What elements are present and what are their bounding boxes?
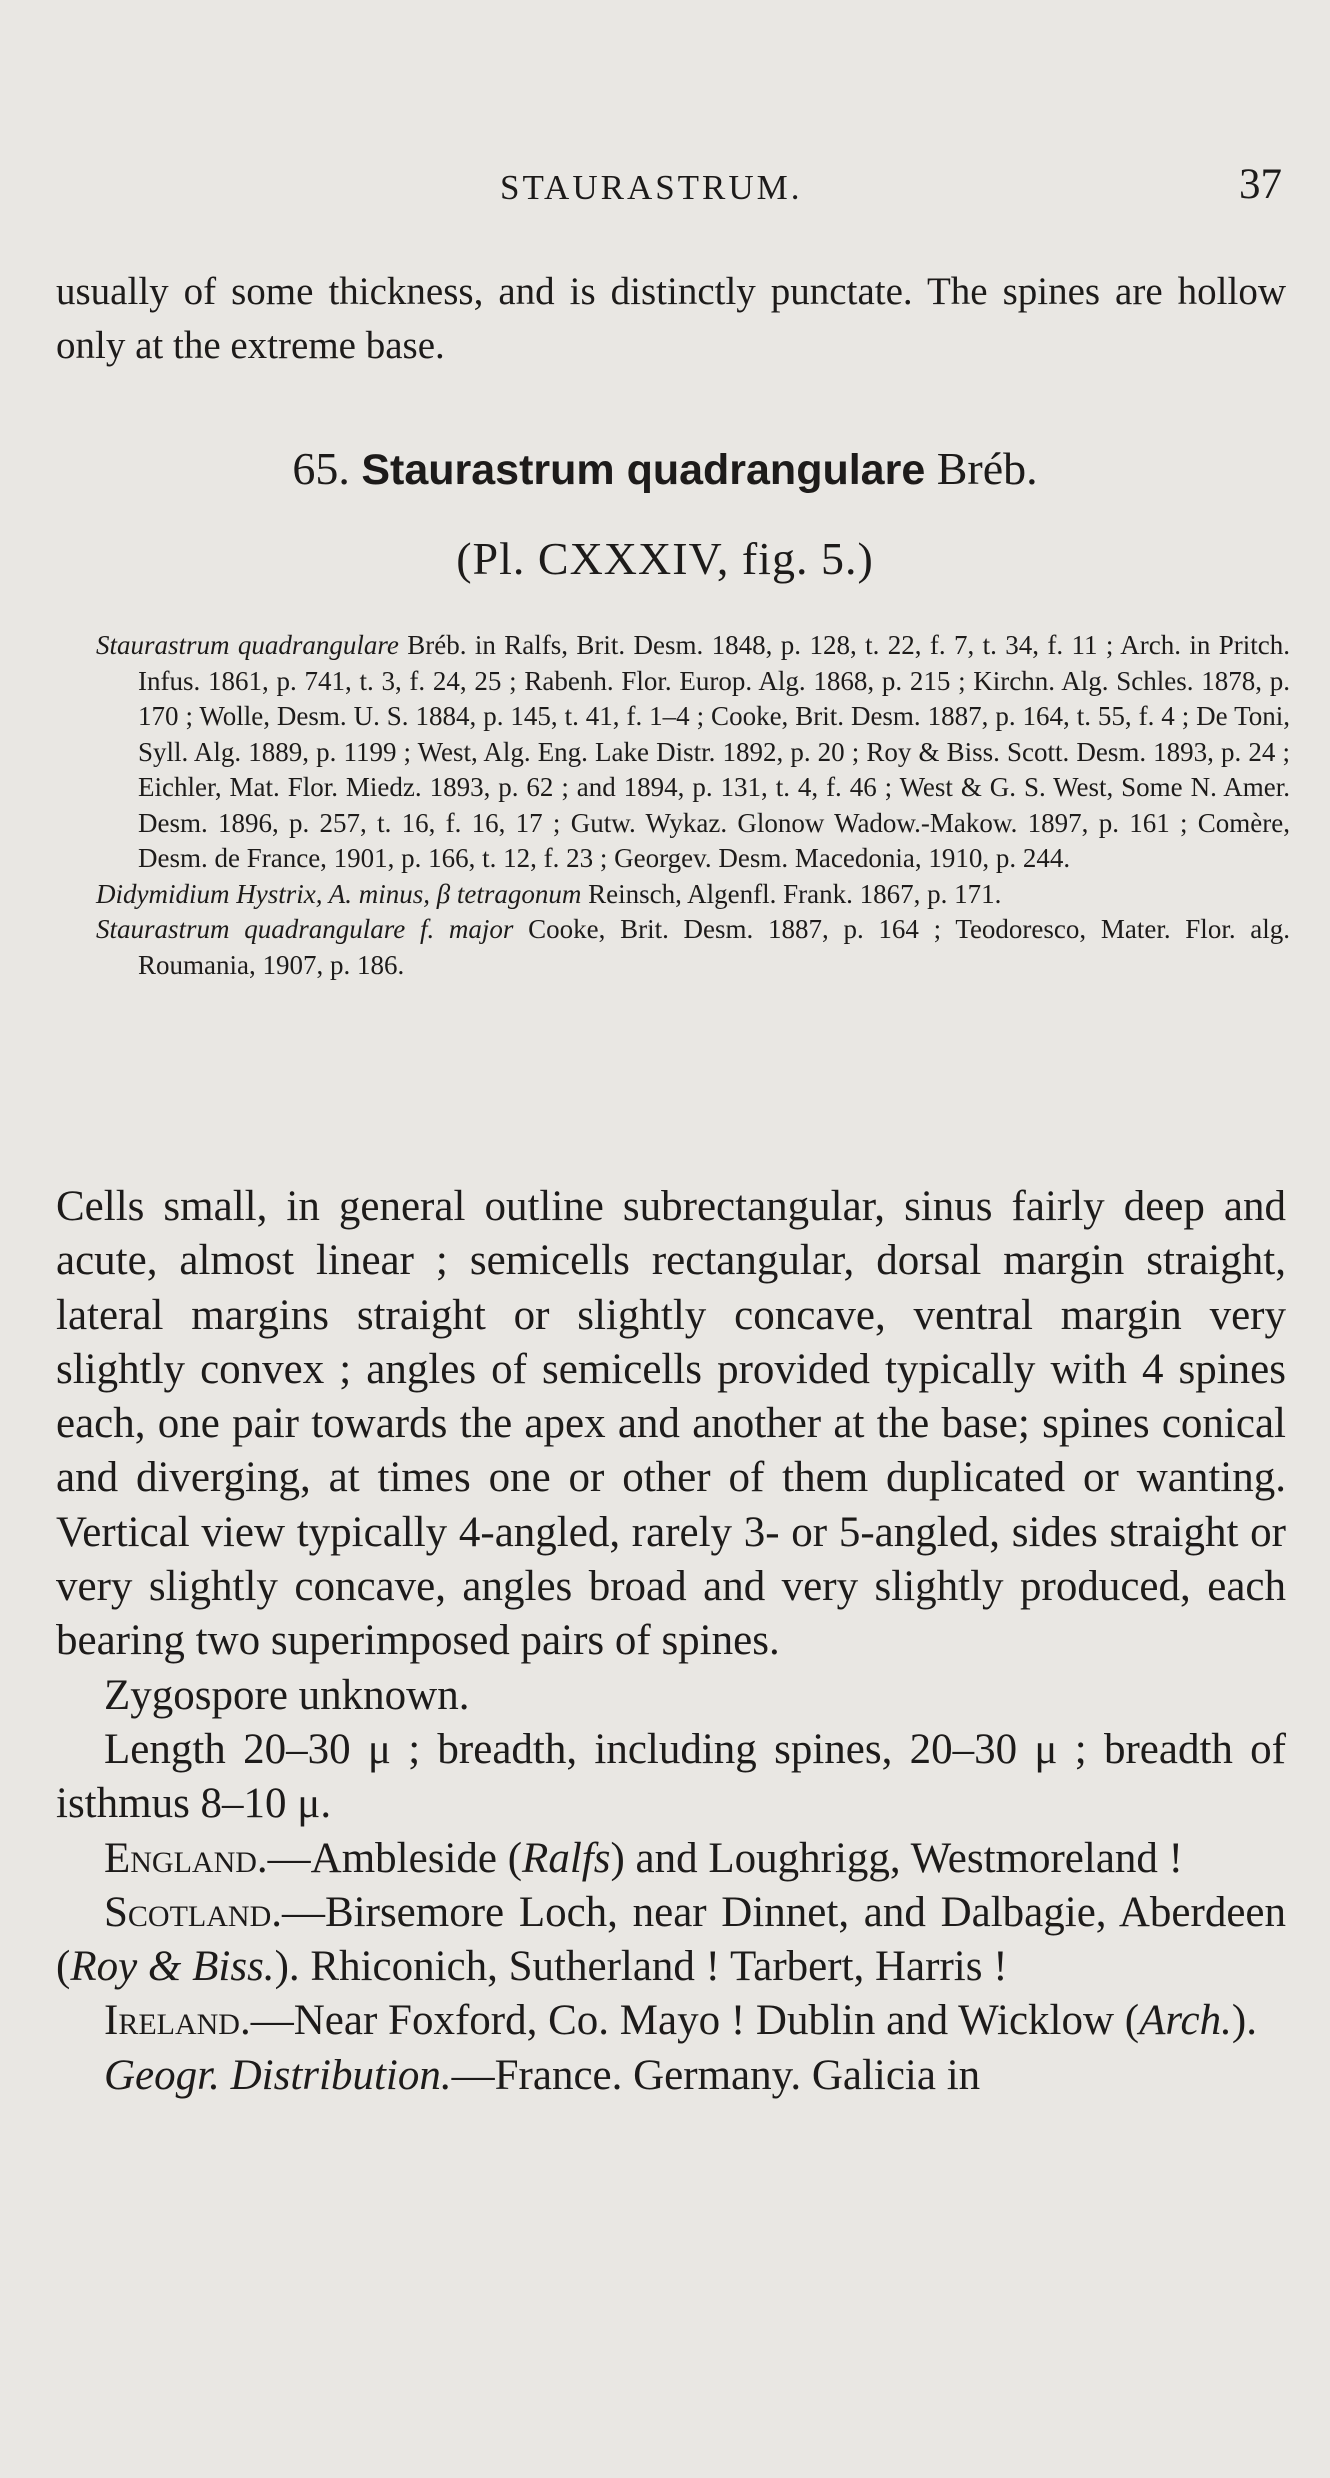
continued-paragraph	[56, 265, 1286, 373]
collector-name: Roy & Biss.	[70, 1943, 275, 1991]
zygospore-note: Zygospore unknown.	[104, 1671, 470, 1719]
reference-citation: Bréb. in Ralfs, Brit. Desm. 1848, p. 128, t. 22, f. 7, t. 34, f. 11 ; Arch. in Pritch. Infus. 1861, p. 741, t. 3, f. 24, 25 ; Rabenh. Flor. Europ. Alg. 1868, p. 215 ; Kirchn. Alg. Schles. 1878, p. 170 ; Wolle, Desm. U. S. 1884, p. 145, t. 41, f. 1–4 ; Cooke, Brit. Desm. 1887, p. 164, t. 55, f. 4 ; De Toni, Syll. Alg. 1889, p. 1199 ; West, Alg. Eng. Lake Distr. 1892, p. 20 ; Roy & Biss. Scott. Desm. 1893, p. 24 ; Eichler, Mat. Flor. Miedz. 1893, p. 62 ; and 1894, p. 131, t. 4, f. 46 ; West & G. S. West, Some N. Amer. Desm. 1896, p. 257, t. 16, f. 16, 17 ; Gutw. Wykaz. Glonow Wadow.-Makow. 1897, p. 161 ; Comère, Desm. de France, 1901, p. 166, t. 12, f. 23 ; Georgev. Desm. Macedonia, 1910, p. 244.	[138, 630, 1290, 873]
synonymy-references	[96, 628, 1290, 983]
locality-ireland: Ireland.—Near Foxford, Co. Mayo ! Dublin and Wicklow (Arch.).	[104, 1997, 1257, 2045]
intro-text: usually of some thickness, and is distinctly punctate. The spines are hollow only at the extreme base.	[56, 270, 1286, 367]
distribution-text: —France. Germany. Galicia in	[451, 2051, 981, 2099]
collector-name: Ralfs	[522, 1834, 611, 1882]
locality-region: Ireland	[104, 1997, 240, 2045]
reference-taxon: Staurastrum quadrangulare f. major	[96, 914, 514, 944]
reference-entry	[96, 628, 1290, 877]
reference-entry	[96, 912, 1290, 983]
geographic-distribution	[56, 2049, 1286, 2103]
locality-england: England.—Ambleside (Ralfs) and Loughrigg, Westmoreland !	[104, 1834, 1183, 1882]
species-heading	[0, 442, 1330, 495]
species-author: Bréb.	[936, 443, 1038, 494]
species-name: Staurastrum quadrangulare	[361, 446, 926, 494]
locality-scotland: Scotland.—Birsemore Loch, near Dinnet, and Dalbagie, Aberdeen (Roy & Biss.). Rhiconich, Sutherland ! Tarbert, Harris !	[56, 1888, 1286, 1991]
reference-taxon: Didymidium Hystrix, A. minus, β tetragonum	[96, 878, 582, 909]
species-description	[56, 1180, 1286, 2103]
plate-reference: (Pl. CXXXIV, fig. 5.)	[456, 533, 874, 584]
locality-region: Scotland	[104, 1888, 272, 1936]
species-number: 65.	[292, 443, 350, 494]
distribution-label: Geogr. Distribution.	[104, 2051, 452, 2099]
reference-entry	[96, 877, 1290, 913]
reference-citation: Cooke, Brit. Desm. 1887, p. 164 ; Teodoresco, Mater. Flor. alg. Roumania, 1907, p. 186.	[138, 914, 1291, 980]
locality-region: England	[104, 1834, 257, 1882]
reference-citation: Reinsch, Algenfl. Frank. 1867, p. 171.	[581, 878, 1002, 909]
dimensions: Length 20–30 μ ; breadth, including spines, 20–30 μ ; breadth of isthmus 8–10 μ.	[56, 1725, 1286, 1828]
reference-taxon: Staurastrum quadrangulare	[96, 630, 399, 660]
collector-name: Arch.	[1139, 1997, 1232, 2045]
description-paragraph: Cells small, in general outline subrectangular, sinus fairly deep and acute, almost linear ; semicells rectangular, dorsal margin straight, lateral margins straight or slightly concave, ventral margin very slightly convex ; angles of semicells provided typically with 4 spines each, one pair towards the apex and another at the base; spines conical and diverging, at times one or other of them duplicated or wanting. Vertical view typically 4-angled, rarely 3- or 5-angled, sides straight or very slightly concave, angles broad and very slightly produced, each bearing two superimposed pairs of spines.	[56, 1183, 1286, 1665]
page-header	[0, 160, 1330, 220]
page-number: 37	[1239, 161, 1282, 208]
running-head: STAURASTRUM.	[500, 168, 803, 207]
